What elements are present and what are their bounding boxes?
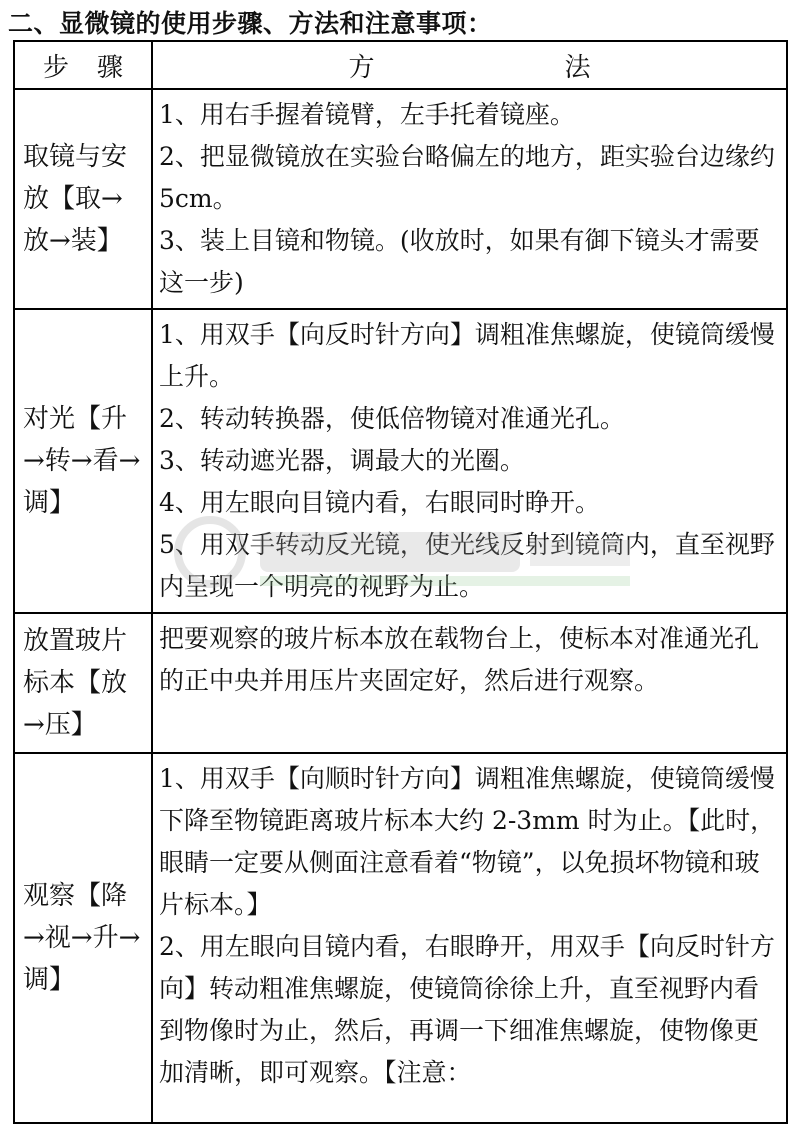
method-line: 3、装上目镜和物镜。(收放时，如果有御下镜头才需要这一步) bbox=[159, 226, 760, 297]
step-cell: 取镜与安放【取→放→装】 bbox=[14, 89, 152, 309]
method-cell bbox=[152, 613, 787, 753]
method-line: 4、用左眼向目镜内看，右眼同时睁开。 bbox=[159, 488, 600, 517]
method-line: 1、用右手握着镜臂，左手托着镜座。 bbox=[159, 100, 575, 129]
method-cell bbox=[152, 309, 787, 613]
method-line: 5、用双手转动反光镜，使光线反射到镜筒内，直至视野内呈现一个明亮的视野为止。 bbox=[159, 530, 775, 601]
table-row bbox=[14, 613, 787, 753]
method-line: 1、用双手【向反时针方向】调粗准焦螺旋，使镜筒缓慢上升。 bbox=[159, 320, 775, 391]
col-header-method: 方法 bbox=[152, 41, 787, 89]
step-cell: 观察【降→视→升→调】 bbox=[14, 753, 152, 1123]
method-line: 2、把显微镜放在实验台略偏左的地方，距实验台边缘约 5cm。 bbox=[159, 142, 775, 213]
col-header-step: 步骤 bbox=[14, 41, 152, 89]
step-cell: 放置玻片标本【放→压】 bbox=[14, 613, 152, 753]
method-line: 把要观察的玻片标本放在载物台上，使标本对准通光孔的正中央并用压片夹固定好，然后进行观察。 bbox=[159, 624, 760, 695]
steps-table bbox=[13, 40, 788, 1124]
table-row bbox=[14, 309, 787, 613]
method-line: 3、转动遮光器，调最大的光圈。 bbox=[159, 446, 525, 475]
table-row bbox=[14, 89, 787, 309]
method-cell bbox=[152, 753, 787, 1123]
step-cell: 对光【升→转→看→调】 bbox=[14, 309, 152, 613]
method-line: 1、用双手【向顺时针方向】调粗准焦螺旋，使镜筒缓慢下降至物镜距离玻片标本大约 2-3mm 时为止。【此时，眼睛一定要从侧面注意看着“物镜”，以免损坏物镜和玻片标本。】 bbox=[159, 764, 776, 919]
section-heading: 二、显微镜的使用步骤、方法和注意事项： bbox=[8, 9, 493, 38]
method-line: 2、转动转换器，使低倍物镜对准通光孔。 bbox=[159, 404, 625, 433]
method-line: 2、用左眼向目镜内看，右眼睁开，用双手【向反时针方向】转动粗准焦螺旋，使镜筒徐徐上升，直至视野内看到物像时为止，然后，再调一下细准焦螺旋，使物像更加清晰，即可观察。【注意： bbox=[159, 932, 775, 1087]
method-cell bbox=[152, 89, 787, 309]
table-header-row bbox=[14, 41, 787, 89]
table-row bbox=[14, 753, 787, 1123]
